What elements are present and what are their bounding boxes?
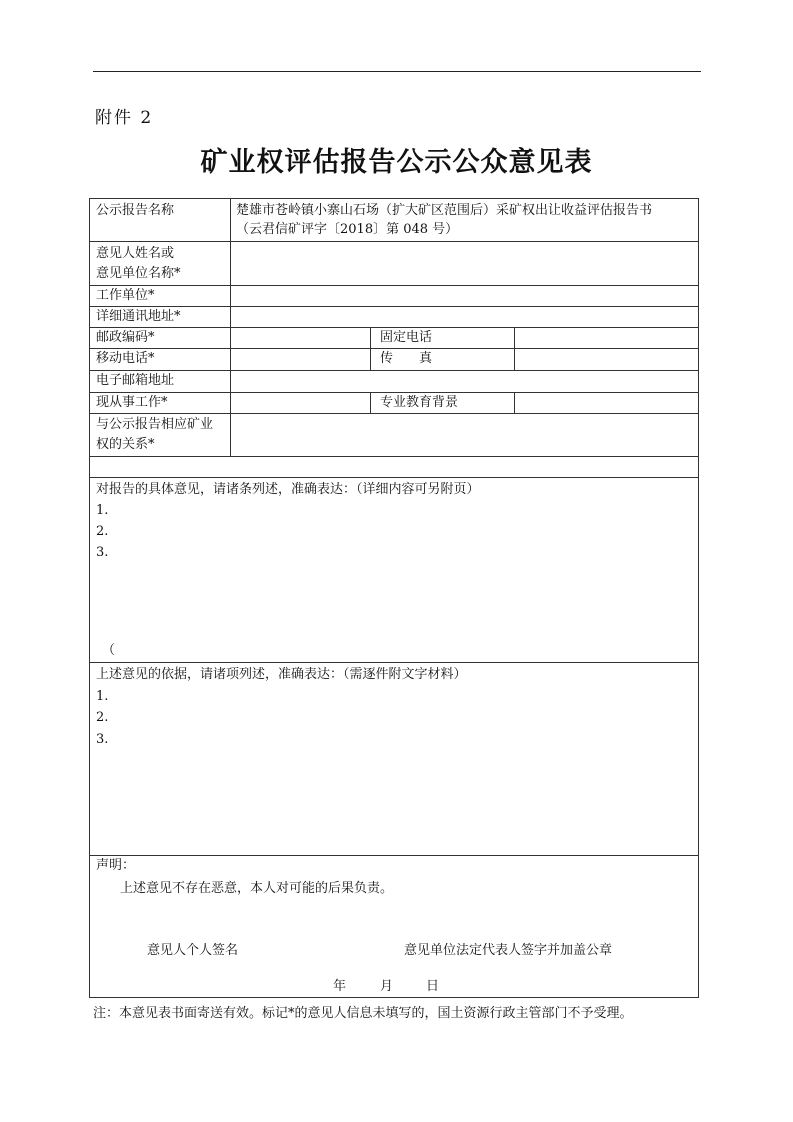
row-divider (90, 855, 698, 856)
mobile-label: 移动电话* (96, 351, 155, 366)
attachment-label: 附件 2 (95, 108, 154, 128)
mobile-field[interactable] (231, 349, 370, 369)
report-name-value-line2: （云君信矿评字〔2018〕第 048 号） (236, 222, 459, 237)
email-field[interactable] (231, 371, 697, 391)
fax-field[interactable] (515, 349, 697, 369)
opinions-input-area[interactable] (120, 499, 690, 649)
postcode-label: 邮政编码* (96, 330, 155, 345)
current-job-field[interactable] (231, 393, 370, 413)
commenter-name-field[interactable] (231, 242, 697, 285)
commenter-name-label-line2: 意见单位名称* (96, 266, 181, 281)
unit-signature-field[interactable] (390, 899, 640, 939)
opinion-form (89, 198, 699, 998)
row-divider (90, 477, 698, 478)
basis-input-area[interactable] (120, 685, 690, 845)
relation-field[interactable] (231, 414, 697, 456)
education-field[interactable] (515, 393, 697, 413)
opinions-item-3: 3. (96, 545, 109, 560)
column-divider (370, 327, 371, 370)
unit-signature-label: 意见单位法定代表人签字并加盖公章 (404, 943, 613, 958)
report-name-value-line1: 楚雄市苍岭镇小寨山石场（扩大矿区范围后）采矿权出让收益评估报告书 (236, 203, 653, 218)
top-rule (93, 71, 701, 72)
column-divider (370, 392, 371, 413)
fax-label: 传 真 (380, 351, 433, 366)
basis-heading: 上述意见的依据，请诸项列述，准确表达：（需逐件附文字材料） (96, 667, 467, 682)
basis-item-2: 2. (96, 710, 109, 725)
address-field[interactable] (231, 307, 697, 327)
declaration-heading: 声明： (96, 858, 136, 873)
report-name-label: 公示报告名称 (96, 203, 175, 218)
date-day-label: 日 (426, 979, 440, 994)
landline-field[interactable] (515, 328, 697, 348)
basis-item-1: 1. (96, 689, 109, 704)
email-label: 电子邮箱地址 (96, 373, 175, 388)
opinions-heading: 对报告的具体意见，请诸条列述，准确表达：（详细内容可另附页） (96, 482, 480, 497)
work-unit-label: 工作单位* (96, 288, 155, 303)
footnote: 注：本意见表书面寄送有效。标记*的意见人信息未填写的，国土资源行政主管部门不予受理。 (93, 1006, 633, 1021)
relation-label-line2: 权的关系* (96, 437, 155, 452)
personal-signature-field[interactable] (130, 899, 330, 939)
date-month-label: 月 (380, 979, 394, 994)
education-label: 专业教育背景 (380, 395, 459, 410)
row-divider (90, 662, 698, 663)
commenter-name-label-line1: 意见人姓名或 (96, 246, 175, 261)
address-label: 详细通讯地址* (96, 309, 181, 324)
opinions-stray-mark: （ (102, 643, 116, 658)
basis-item-3: 3. (96, 732, 109, 747)
spacer-row (91, 457, 697, 477)
personal-signature-label: 意见人个人签名 (147, 943, 239, 958)
current-job-label: 现从事工作* (96, 395, 168, 410)
opinions-item-2: 2. (96, 524, 109, 539)
postcode-field[interactable] (231, 328, 370, 348)
landline-label: 固定电话 (380, 330, 433, 345)
date-year-label: 年 (333, 979, 347, 994)
opinions-item-1: 1. (96, 503, 109, 518)
declaration-text: 上述意见不存在恶意，本人对可能的后果负责。 (120, 881, 394, 896)
work-unit-field[interactable] (231, 286, 697, 306)
relation-label-line1: 与公示报告相应矿业 (96, 417, 214, 432)
document-title: 矿业权评估报告公示公众意见表 (200, 147, 593, 178)
